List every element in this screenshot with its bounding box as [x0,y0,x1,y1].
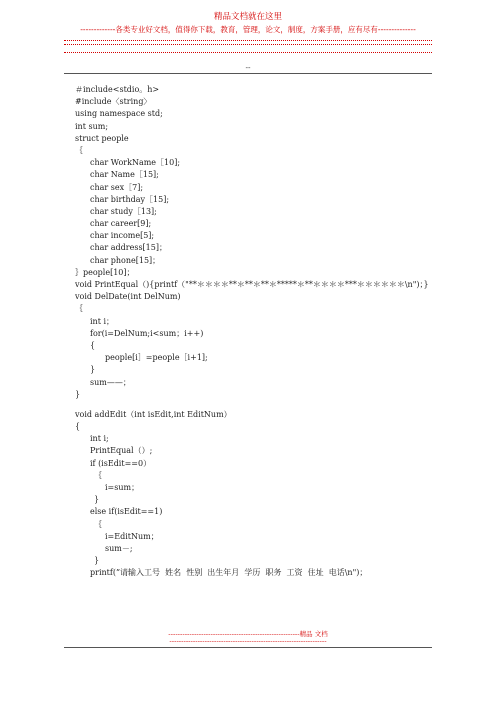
code-line: PrintEqual（）; [90,446,153,456]
code-line: i=EditNum； [105,531,159,541]
code-line: } [90,365,96,375]
code-line: { [90,340,96,350]
code-line: char WorkName［10]; [90,158,181,168]
code-line: { [75,422,81,432]
header-tagline: -------------各类专业好文档，值得你下载，教育，管理，论文，制度，方案手册，应有尽有-------------- [80,25,416,34]
code-line: ｛ [75,304,83,314]
header-dash: -- [245,64,251,72]
code-line: people[i］=people［i+1]; [105,353,208,363]
code-line: } [94,495,100,505]
code-line: void PrintEqual（){printf（"**＊＊＊＊**＊**＊**＊*****＊**＊＊＊＊***＊＊＊＊＊＊\n")；} [75,280,429,289]
code-line: int i； [90,316,115,326]
code-line: char career[9]; [90,219,152,229]
code-line: int sum; [75,121,109,131]
code-line: int i; [90,434,109,444]
code-line: if (isEdit==0） [90,458,152,468]
code-line: using namespace std; [75,109,163,119]
footer-line-1: --------------------------------------------------------精品 文档 [168,630,328,638]
code-line: printf(”请输入工号 姓名 性别 出生年月 学历 职务 工资 住址 电话\n")； [90,568,368,578]
code-line: ＃include<stdio。h> [75,85,160,94]
header-title: 精品文档就在这里 [213,12,282,22]
code-blank-line [75,401,435,409]
code-line: sum－; [105,543,133,553]
code-line: ｛ [94,519,102,529]
code-line: i=sum； [105,483,140,493]
code-line: char sex［7]; [90,182,144,192]
code-line: char Name［15]; [90,170,159,180]
code-line: char income[5]; [90,231,155,241]
code-line: void addEdit（int isEdit,int EditNum） [75,409,232,419]
header-rule-3 [64,52,432,53]
header-rule-2 [64,44,432,45]
code-line: ｝people[10]； [75,267,135,277]
code-line: char study［13]; [90,206,157,216]
code-line: sum——； [90,377,131,387]
code-line: #include〈string〉 [75,97,152,107]
header-rule-1 [64,40,432,41]
code-line: void DelDate(int DelNum) [75,292,181,302]
code-line: char address[15]； [90,243,167,253]
code-line: char birthday［15]; [90,194,170,204]
page-frame-bottom [64,647,432,648]
code-line: ｛ [75,145,83,155]
footer-line-2: ------------------------------------------------------------------- [169,637,327,645]
code-line: for(i=DelNum;i<sum；i++) [90,328,204,338]
code-line: } [94,556,100,566]
code-line: char phone[15]； [90,255,161,265]
page-frame-top [64,73,432,74]
code-line: } [75,389,81,399]
code-line: struct people [75,133,129,143]
code-line: else if(isEdit==1) [90,507,163,517]
code-line: ｛ [94,470,102,480]
code-block [75,84,435,580]
